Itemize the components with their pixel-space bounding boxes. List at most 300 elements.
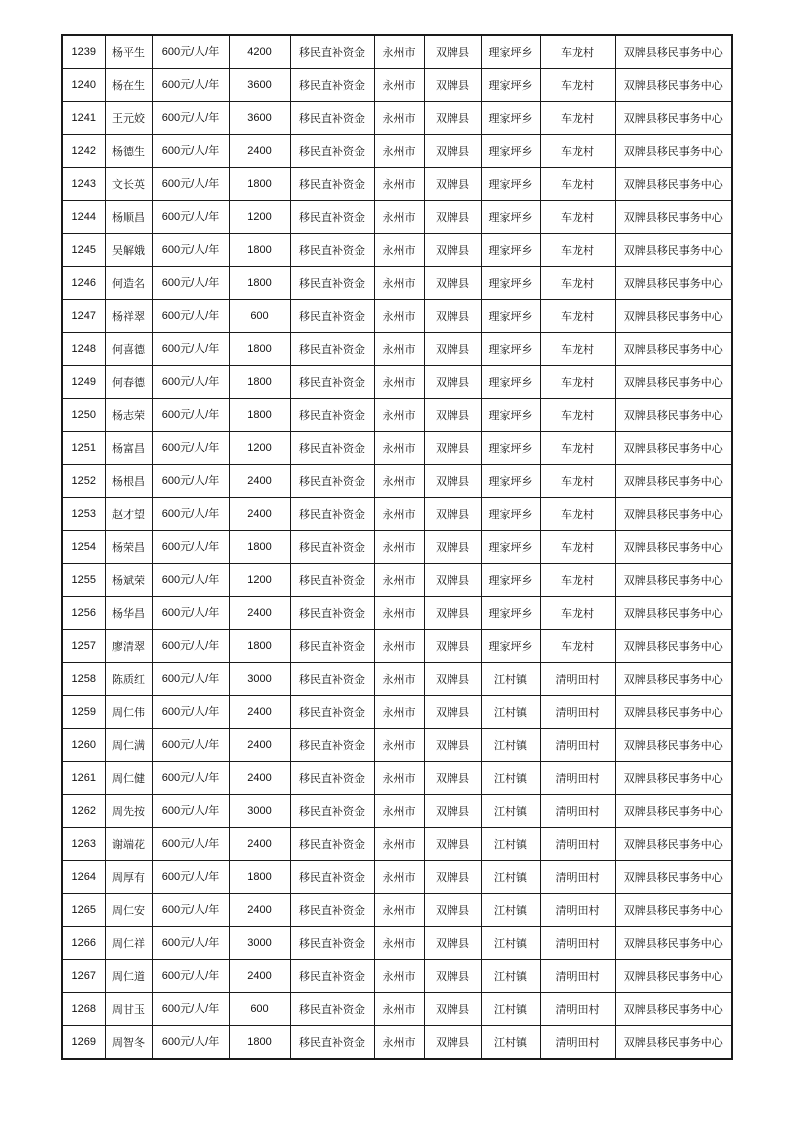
village-cell: 车龙村	[540, 69, 615, 102]
subsidy-standard-cell: 600元/人/年	[152, 135, 229, 168]
row-number-cell: 1245	[62, 234, 105, 267]
township-cell: 江村镇	[481, 960, 540, 993]
county-cell: 双牌县	[424, 267, 481, 300]
village-cell: 清明田村	[540, 927, 615, 960]
subsidy-amount-cell: 1200	[229, 201, 290, 234]
row-number-cell: 1269	[62, 1026, 105, 1060]
subsidy-standard-cell: 600元/人/年	[152, 168, 229, 201]
recipient-name-cell: 吴解娥	[105, 234, 152, 267]
issuing-agency-cell: 双牌县移民事务中心	[615, 267, 732, 300]
issuing-agency-cell: 双牌县移民事务中心	[615, 432, 732, 465]
issuing-agency-cell: 双牌县移民事务中心	[615, 564, 732, 597]
fund-type-cell: 移民直补资金	[290, 894, 374, 927]
row-number-cell: 1243	[62, 168, 105, 201]
subsidy-amount-cell: 1800	[229, 531, 290, 564]
county-cell: 双牌县	[424, 35, 481, 69]
subsidy-standard-cell: 600元/人/年	[152, 465, 229, 498]
subsidy-amount-cell: 1800	[229, 399, 290, 432]
city-cell: 永州市	[374, 564, 424, 597]
subsidy-amount-cell: 1800	[229, 333, 290, 366]
recipient-name-cell: 周智冬	[105, 1026, 152, 1060]
issuing-agency-cell: 双牌县移民事务中心	[615, 861, 732, 894]
township-cell: 江村镇	[481, 762, 540, 795]
table-row	[62, 399, 732, 432]
table-row	[62, 267, 732, 300]
row-number-cell: 1260	[62, 729, 105, 762]
issuing-agency-cell: 双牌县移民事务中心	[615, 663, 732, 696]
table-row	[62, 366, 732, 399]
subsidy-amount-cell: 1800	[229, 630, 290, 663]
township-cell: 江村镇	[481, 861, 540, 894]
county-cell: 双牌县	[424, 234, 481, 267]
issuing-agency-cell: 双牌县移民事务中心	[615, 399, 732, 432]
recipient-name-cell: 杨祥翠	[105, 300, 152, 333]
subsidy-standard-cell: 600元/人/年	[152, 597, 229, 630]
recipient-name-cell: 杨志荣	[105, 399, 152, 432]
row-number-cell: 1258	[62, 663, 105, 696]
recipient-name-cell: 杨斌荣	[105, 564, 152, 597]
fund-type-cell: 移民直补资金	[290, 762, 374, 795]
village-cell: 车龙村	[540, 465, 615, 498]
table-row	[62, 432, 732, 465]
subsidy-standard-cell: 600元/人/年	[152, 894, 229, 927]
recipient-name-cell: 陈质红	[105, 663, 152, 696]
city-cell: 永州市	[374, 234, 424, 267]
township-cell: 理家坪乡	[481, 234, 540, 267]
issuing-agency-cell: 双牌县移民事务中心	[615, 960, 732, 993]
table-row	[62, 69, 732, 102]
township-cell: 江村镇	[481, 993, 540, 1026]
village-cell: 车龙村	[540, 366, 615, 399]
subsidy-standard-cell: 600元/人/年	[152, 993, 229, 1026]
subsidy-standard-cell: 600元/人/年	[152, 69, 229, 102]
fund-type-cell: 移民直补资金	[290, 663, 374, 696]
subsidy-standard-cell: 600元/人/年	[152, 35, 229, 69]
fund-type-cell: 移民直补资金	[290, 630, 374, 663]
row-number-cell: 1256	[62, 597, 105, 630]
table-row	[62, 927, 732, 960]
village-cell: 清明田村	[540, 993, 615, 1026]
recipient-name-cell: 何春德	[105, 366, 152, 399]
county-cell: 双牌县	[424, 135, 481, 168]
row-number-cell: 1247	[62, 300, 105, 333]
row-number-cell: 1249	[62, 366, 105, 399]
subsidy-amount-cell: 3000	[229, 795, 290, 828]
subsidy-standard-cell: 600元/人/年	[152, 696, 229, 729]
issuing-agency-cell: 双牌县移民事务中心	[615, 795, 732, 828]
subsidy-amount-cell: 1200	[229, 564, 290, 597]
fund-type-cell: 移民直补资金	[290, 135, 374, 168]
county-cell: 双牌县	[424, 498, 481, 531]
fund-type-cell: 移民直补资金	[290, 366, 374, 399]
subsidy-standard-cell: 600元/人/年	[152, 762, 229, 795]
village-cell: 车龙村	[540, 267, 615, 300]
table-row	[62, 168, 732, 201]
city-cell: 永州市	[374, 35, 424, 69]
subsidy-amount-cell: 1800	[229, 267, 290, 300]
table-row	[62, 498, 732, 531]
issuing-agency-cell: 双牌县移民事务中心	[615, 300, 732, 333]
subsidy-amount-cell: 2400	[229, 894, 290, 927]
row-number-cell: 1250	[62, 399, 105, 432]
subsidy-standard-cell: 600元/人/年	[152, 828, 229, 861]
village-cell: 车龙村	[540, 399, 615, 432]
table-row	[62, 201, 732, 234]
recipient-name-cell: 赵才望	[105, 498, 152, 531]
fund-type-cell: 移民直补资金	[290, 234, 374, 267]
village-cell: 车龙村	[540, 102, 615, 135]
township-cell: 江村镇	[481, 927, 540, 960]
county-cell: 双牌县	[424, 696, 481, 729]
table-row	[62, 993, 732, 1026]
township-cell: 江村镇	[481, 729, 540, 762]
subsidy-amount-cell: 600	[229, 993, 290, 1026]
county-cell: 双牌县	[424, 366, 481, 399]
township-cell: 理家坪乡	[481, 465, 540, 498]
row-number-cell: 1268	[62, 993, 105, 1026]
fund-type-cell: 移民直补资金	[290, 960, 374, 993]
table-row	[62, 597, 732, 630]
table-row	[62, 234, 732, 267]
row-number-cell: 1267	[62, 960, 105, 993]
issuing-agency-cell: 双牌县移民事务中心	[615, 366, 732, 399]
issuing-agency-cell: 双牌县移民事务中心	[615, 465, 732, 498]
subsidy-standard-cell: 600元/人/年	[152, 927, 229, 960]
table-row	[62, 102, 732, 135]
village-cell: 清明田村	[540, 828, 615, 861]
fund-type-cell: 移民直补资金	[290, 399, 374, 432]
table-row	[62, 795, 732, 828]
village-cell: 车龙村	[540, 432, 615, 465]
fund-type-cell: 移民直补资金	[290, 564, 374, 597]
village-cell: 车龙村	[540, 35, 615, 69]
register-body	[62, 35, 732, 1059]
township-cell: 理家坪乡	[481, 102, 540, 135]
row-number-cell: 1261	[62, 762, 105, 795]
table-row	[62, 828, 732, 861]
village-cell: 清明田村	[540, 894, 615, 927]
issuing-agency-cell: 双牌县移民事务中心	[615, 201, 732, 234]
village-cell: 车龙村	[540, 630, 615, 663]
subsidy-amount-cell: 1800	[229, 366, 290, 399]
issuing-agency-cell: 双牌县移民事务中心	[615, 102, 732, 135]
subsidy-amount-cell: 1800	[229, 1026, 290, 1060]
township-cell: 江村镇	[481, 696, 540, 729]
city-cell: 永州市	[374, 432, 424, 465]
table-row	[62, 300, 732, 333]
table-row	[62, 861, 732, 894]
subsidy-amount-cell: 1800	[229, 168, 290, 201]
row-number-cell: 1252	[62, 465, 105, 498]
city-cell: 永州市	[374, 267, 424, 300]
table-row	[62, 696, 732, 729]
recipient-name-cell: 杨在生	[105, 69, 152, 102]
subsidy-amount-cell: 2400	[229, 729, 290, 762]
subsidy-standard-cell: 600元/人/年	[152, 498, 229, 531]
table-row	[62, 960, 732, 993]
recipient-name-cell: 文长英	[105, 168, 152, 201]
issuing-agency-cell: 双牌县移民事务中心	[615, 333, 732, 366]
recipient-name-cell: 王元姣	[105, 102, 152, 135]
city-cell: 永州市	[374, 927, 424, 960]
row-number-cell: 1257	[62, 630, 105, 663]
county-cell: 双牌县	[424, 168, 481, 201]
village-cell: 车龙村	[540, 234, 615, 267]
row-number-cell: 1255	[62, 564, 105, 597]
city-cell: 永州市	[374, 465, 424, 498]
subsidy-amount-cell: 2400	[229, 597, 290, 630]
township-cell: 理家坪乡	[481, 597, 540, 630]
county-cell: 双牌县	[424, 993, 481, 1026]
township-cell: 理家坪乡	[481, 35, 540, 69]
recipient-name-cell: 杨荣昌	[105, 531, 152, 564]
township-cell: 理家坪乡	[481, 630, 540, 663]
fund-type-cell: 移民直补资金	[290, 531, 374, 564]
township-cell: 江村镇	[481, 894, 540, 927]
village-cell: 车龙村	[540, 300, 615, 333]
county-cell: 双牌县	[424, 597, 481, 630]
county-cell: 双牌县	[424, 861, 481, 894]
subsidy-standard-cell: 600元/人/年	[152, 432, 229, 465]
village-cell: 车龙村	[540, 201, 615, 234]
subsidy-amount-cell: 3600	[229, 69, 290, 102]
city-cell: 永州市	[374, 663, 424, 696]
issuing-agency-cell: 双牌县移民事务中心	[615, 927, 732, 960]
subsidy-standard-cell: 600元/人/年	[152, 399, 229, 432]
fund-type-cell: 移民直补资金	[290, 1026, 374, 1060]
subsidy-amount-cell: 2400	[229, 762, 290, 795]
recipient-name-cell: 谢端花	[105, 828, 152, 861]
recipient-name-cell: 周仁安	[105, 894, 152, 927]
issuing-agency-cell: 双牌县移民事务中心	[615, 135, 732, 168]
recipient-name-cell: 杨富昌	[105, 432, 152, 465]
issuing-agency-cell: 双牌县移民事务中心	[615, 894, 732, 927]
city-cell: 永州市	[374, 630, 424, 663]
row-number-cell: 1254	[62, 531, 105, 564]
subsidy-amount-cell: 2400	[229, 960, 290, 993]
township-cell: 理家坪乡	[481, 498, 540, 531]
subsidy-amount-cell: 2400	[229, 135, 290, 168]
village-cell: 车龙村	[540, 564, 615, 597]
subsidy-standard-cell: 600元/人/年	[152, 630, 229, 663]
table-row	[62, 564, 732, 597]
issuing-agency-cell: 双牌县移民事务中心	[615, 696, 732, 729]
table-row	[62, 333, 732, 366]
county-cell: 双牌县	[424, 894, 481, 927]
village-cell: 清明田村	[540, 861, 615, 894]
fund-type-cell: 移民直补资金	[290, 993, 374, 1026]
county-cell: 双牌县	[424, 630, 481, 663]
subsidy-standard-cell: 600元/人/年	[152, 960, 229, 993]
fund-type-cell: 移民直补资金	[290, 69, 374, 102]
township-cell: 理家坪乡	[481, 366, 540, 399]
subsidy-standard-cell: 600元/人/年	[152, 795, 229, 828]
subsidy-amount-cell: 2400	[229, 828, 290, 861]
city-cell: 永州市	[374, 696, 424, 729]
subsidy-standard-cell: 600元/人/年	[152, 663, 229, 696]
recipient-name-cell: 周仁健	[105, 762, 152, 795]
table-row	[62, 663, 732, 696]
recipient-name-cell: 周仁满	[105, 729, 152, 762]
county-cell: 双牌县	[424, 399, 481, 432]
village-cell: 车龙村	[540, 168, 615, 201]
city-cell: 永州市	[374, 102, 424, 135]
county-cell: 双牌县	[424, 828, 481, 861]
subsidy-standard-cell: 600元/人/年	[152, 300, 229, 333]
township-cell: 江村镇	[481, 828, 540, 861]
village-cell: 车龙村	[540, 597, 615, 630]
table-row	[62, 630, 732, 663]
recipient-name-cell: 周先按	[105, 795, 152, 828]
city-cell: 永州市	[374, 201, 424, 234]
fund-type-cell: 移民直补资金	[290, 102, 374, 135]
recipient-name-cell: 杨德生	[105, 135, 152, 168]
row-number-cell: 1264	[62, 861, 105, 894]
city-cell: 永州市	[374, 828, 424, 861]
city-cell: 永州市	[374, 729, 424, 762]
row-number-cell: 1244	[62, 201, 105, 234]
fund-type-cell: 移民直补资金	[290, 300, 374, 333]
subsidy-amount-cell: 2400	[229, 465, 290, 498]
village-cell: 清明田村	[540, 960, 615, 993]
city-cell: 永州市	[374, 399, 424, 432]
issuing-agency-cell: 双牌县移民事务中心	[615, 762, 732, 795]
row-number-cell: 1266	[62, 927, 105, 960]
county-cell: 双牌县	[424, 465, 481, 498]
township-cell: 理家坪乡	[481, 564, 540, 597]
recipient-name-cell: 杨华昌	[105, 597, 152, 630]
township-cell: 理家坪乡	[481, 69, 540, 102]
subsidy-amount-cell: 600	[229, 300, 290, 333]
subsidy-standard-cell: 600元/人/年	[152, 729, 229, 762]
city-cell: 永州市	[374, 366, 424, 399]
subsidy-standard-cell: 600元/人/年	[152, 102, 229, 135]
township-cell: 理家坪乡	[481, 168, 540, 201]
issuing-agency-cell: 双牌县移民事务中心	[615, 35, 732, 69]
subsidy-standard-cell: 600元/人/年	[152, 333, 229, 366]
fund-type-cell: 移民直补资金	[290, 696, 374, 729]
fund-type-cell: 移民直补资金	[290, 729, 374, 762]
fund-type-cell: 移民直补资金	[290, 828, 374, 861]
fund-type-cell: 移民直补资金	[290, 432, 374, 465]
issuing-agency-cell: 双牌县移民事务中心	[615, 729, 732, 762]
village-cell: 清明田村	[540, 729, 615, 762]
subsidy-amount-cell: 1200	[229, 432, 290, 465]
recipient-name-cell: 周甘玉	[105, 993, 152, 1026]
township-cell: 江村镇	[481, 795, 540, 828]
issuing-agency-cell: 双牌县移民事务中心	[615, 597, 732, 630]
city-cell: 永州市	[374, 894, 424, 927]
township-cell: 理家坪乡	[481, 135, 540, 168]
village-cell: 清明田村	[540, 696, 615, 729]
row-number-cell: 1259	[62, 696, 105, 729]
fund-type-cell: 移民直补资金	[290, 267, 374, 300]
subsidy-amount-cell: 3000	[229, 663, 290, 696]
fund-type-cell: 移民直补资金	[290, 201, 374, 234]
row-number-cell: 1253	[62, 498, 105, 531]
fund-type-cell: 移民直补资金	[290, 465, 374, 498]
row-number-cell: 1240	[62, 69, 105, 102]
subsidy-standard-cell: 600元/人/年	[152, 531, 229, 564]
row-number-cell: 1251	[62, 432, 105, 465]
recipient-name-cell: 何喜德	[105, 333, 152, 366]
row-number-cell: 1239	[62, 35, 105, 69]
fund-type-cell: 移民直补资金	[290, 861, 374, 894]
city-cell: 永州市	[374, 300, 424, 333]
county-cell: 双牌县	[424, 1026, 481, 1060]
city-cell: 永州市	[374, 135, 424, 168]
issuing-agency-cell: 双牌县移民事务中心	[615, 828, 732, 861]
village-cell: 清明田村	[540, 1026, 615, 1060]
county-cell: 双牌县	[424, 300, 481, 333]
row-number-cell: 1263	[62, 828, 105, 861]
township-cell: 理家坪乡	[481, 267, 540, 300]
county-cell: 双牌县	[424, 663, 481, 696]
city-cell: 永州市	[374, 69, 424, 102]
row-number-cell: 1248	[62, 333, 105, 366]
village-cell: 清明田村	[540, 663, 615, 696]
township-cell: 江村镇	[481, 663, 540, 696]
recipient-name-cell: 何造名	[105, 267, 152, 300]
city-cell: 永州市	[374, 597, 424, 630]
issuing-agency-cell: 双牌县移民事务中心	[615, 993, 732, 1026]
recipient-name-cell: 杨根昌	[105, 465, 152, 498]
village-cell: 清明田村	[540, 762, 615, 795]
issuing-agency-cell: 双牌县移民事务中心	[615, 168, 732, 201]
township-cell: 理家坪乡	[481, 531, 540, 564]
recipient-name-cell: 廖清翠	[105, 630, 152, 663]
village-cell: 车龙村	[540, 498, 615, 531]
township-cell: 江村镇	[481, 1026, 540, 1060]
subsidy-amount-cell: 1800	[229, 234, 290, 267]
subsidy-amount-cell: 4200	[229, 35, 290, 69]
county-cell: 双牌县	[424, 762, 481, 795]
fund-type-cell: 移民直补资金	[290, 795, 374, 828]
city-cell: 永州市	[374, 861, 424, 894]
fund-type-cell: 移民直补资金	[290, 333, 374, 366]
subsidy-amount-cell: 2400	[229, 696, 290, 729]
city-cell: 永州市	[374, 498, 424, 531]
village-cell: 车龙村	[540, 135, 615, 168]
village-cell: 清明田村	[540, 795, 615, 828]
subsidy-standard-cell: 600元/人/年	[152, 267, 229, 300]
city-cell: 永州市	[374, 168, 424, 201]
row-number-cell: 1262	[62, 795, 105, 828]
table-row	[62, 531, 732, 564]
county-cell: 双牌县	[424, 333, 481, 366]
city-cell: 永州市	[374, 795, 424, 828]
subsidy-register-table	[61, 34, 733, 1060]
county-cell: 双牌县	[424, 564, 481, 597]
county-cell: 双牌县	[424, 102, 481, 135]
row-number-cell: 1242	[62, 135, 105, 168]
city-cell: 永州市	[374, 960, 424, 993]
issuing-agency-cell: 双牌县移民事务中心	[615, 1026, 732, 1060]
fund-type-cell: 移民直补资金	[290, 498, 374, 531]
county-cell: 双牌县	[424, 960, 481, 993]
subsidy-standard-cell: 600元/人/年	[152, 366, 229, 399]
issuing-agency-cell: 双牌县移民事务中心	[615, 531, 732, 564]
table-row	[62, 729, 732, 762]
recipient-name-cell: 杨顺昌	[105, 201, 152, 234]
subsidy-standard-cell: 600元/人/年	[152, 564, 229, 597]
township-cell: 理家坪乡	[481, 201, 540, 234]
issuing-agency-cell: 双牌县移民事务中心	[615, 234, 732, 267]
township-cell: 理家坪乡	[481, 399, 540, 432]
subsidy-standard-cell: 600元/人/年	[152, 1026, 229, 1060]
township-cell: 理家坪乡	[481, 300, 540, 333]
subsidy-standard-cell: 600元/人/年	[152, 234, 229, 267]
